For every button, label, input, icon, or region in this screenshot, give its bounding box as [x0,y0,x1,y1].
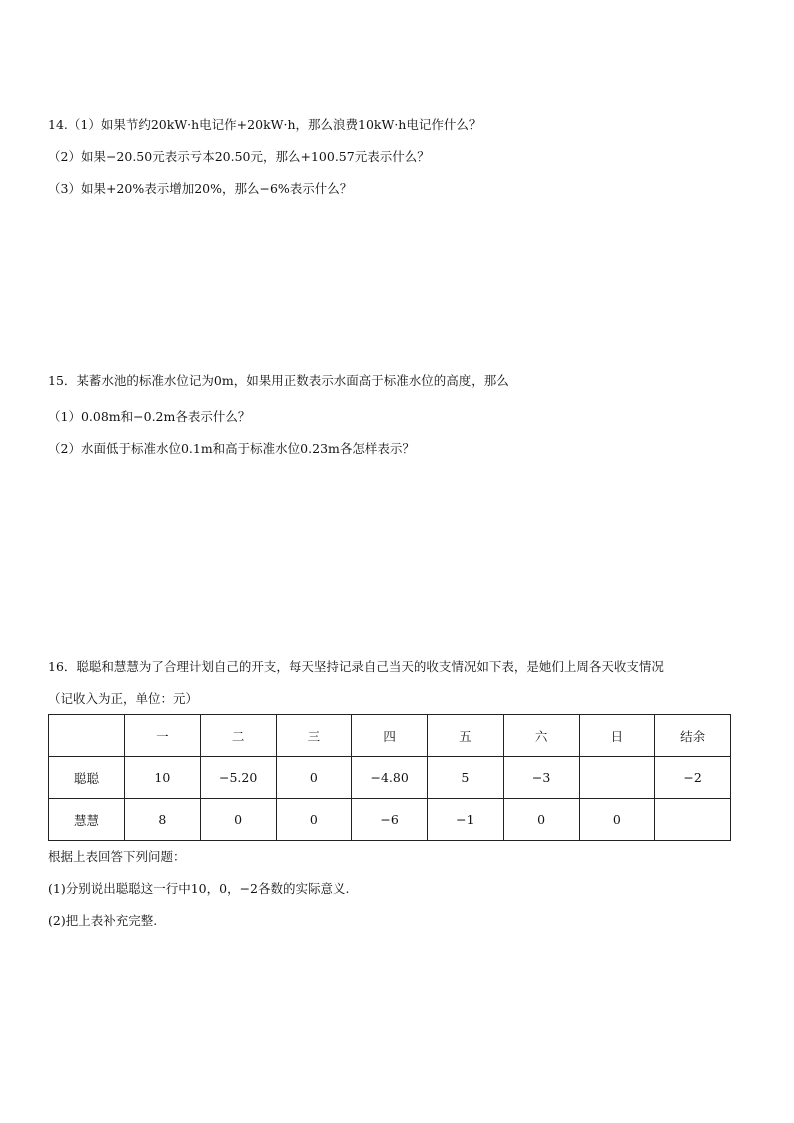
table-cell: 0 [503,799,579,841]
table-header-cell: 四 [352,715,428,757]
table-header-row [49,715,731,757]
question-15-part-1: （1）0.08m和−0.2m各表示什么？ [48,409,251,424]
table-cell: 5 [428,757,504,799]
table-cell: 0 [276,757,352,799]
table-cell: 聪聪 [49,757,125,799]
question-16-note: （记收入为正，单位：元） [48,691,199,706]
question-14-part-2: （2）如果−20.50元表示亏本20.50元，那么+100.57元表示什么？ [48,149,430,164]
table-cell [579,757,655,799]
table-header-cell [49,715,125,757]
income-expense-table [48,714,731,841]
table-header-cell: 日 [579,715,655,757]
question-14-stem: 14.（1）如果节约20kW·h电记作+20kW·h，那么浪费10kW·h电记作什么？ [48,117,482,132]
question-16-stem: 16．聪聪和慧慧为了合理计划自己的开支，每天坚持记录自己当天的收支情况如下表，是她们上周各天收支情况 [48,659,664,674]
question-15-stem: 15．某蓄水池的标准水位记为0m，如果用正数表示水面高于标准水位的高度，那么 [48,373,509,388]
table-cell: −6 [352,799,428,841]
table-cell: −5.20 [200,757,276,799]
table-cell: −1 [428,799,504,841]
table-cell: 0 [200,799,276,841]
table-cell: 0 [579,799,655,841]
table-cell: −4.80 [352,757,428,799]
table-header-cell: 二 [200,715,276,757]
question-16-part-1: (1)分别说出聪聪这一行中10，0，−2各数的实际意义. [48,881,350,896]
table-cell: −3 [503,757,579,799]
table-row [49,799,731,841]
table-cell: 8 [125,799,201,841]
question-16-part-2: (2)把上表补充完整. [48,913,158,928]
table-cell: 0 [276,799,352,841]
table-header-cell: 三 [276,715,352,757]
table-cell: 10 [125,757,201,799]
table-header-cell: 一 [125,715,201,757]
table-header-cell: 五 [428,715,504,757]
question-15-part-2: （2）水面低于标准水位0.1m和高于标准水位0.23m各怎样表示？ [48,441,415,456]
question-14-part-3: （3）如果+20%表示增加20%，那么−6%表示什么？ [48,181,353,196]
table-header-cell: 结余 [655,715,731,757]
table-header-cell: 六 [503,715,579,757]
table-cell: −2 [655,757,731,799]
table-cell [655,799,731,841]
question-16-instruction: 根据上表回答下列问题： [48,849,186,864]
table-row [49,757,731,799]
table-cell: 慧慧 [49,799,125,841]
